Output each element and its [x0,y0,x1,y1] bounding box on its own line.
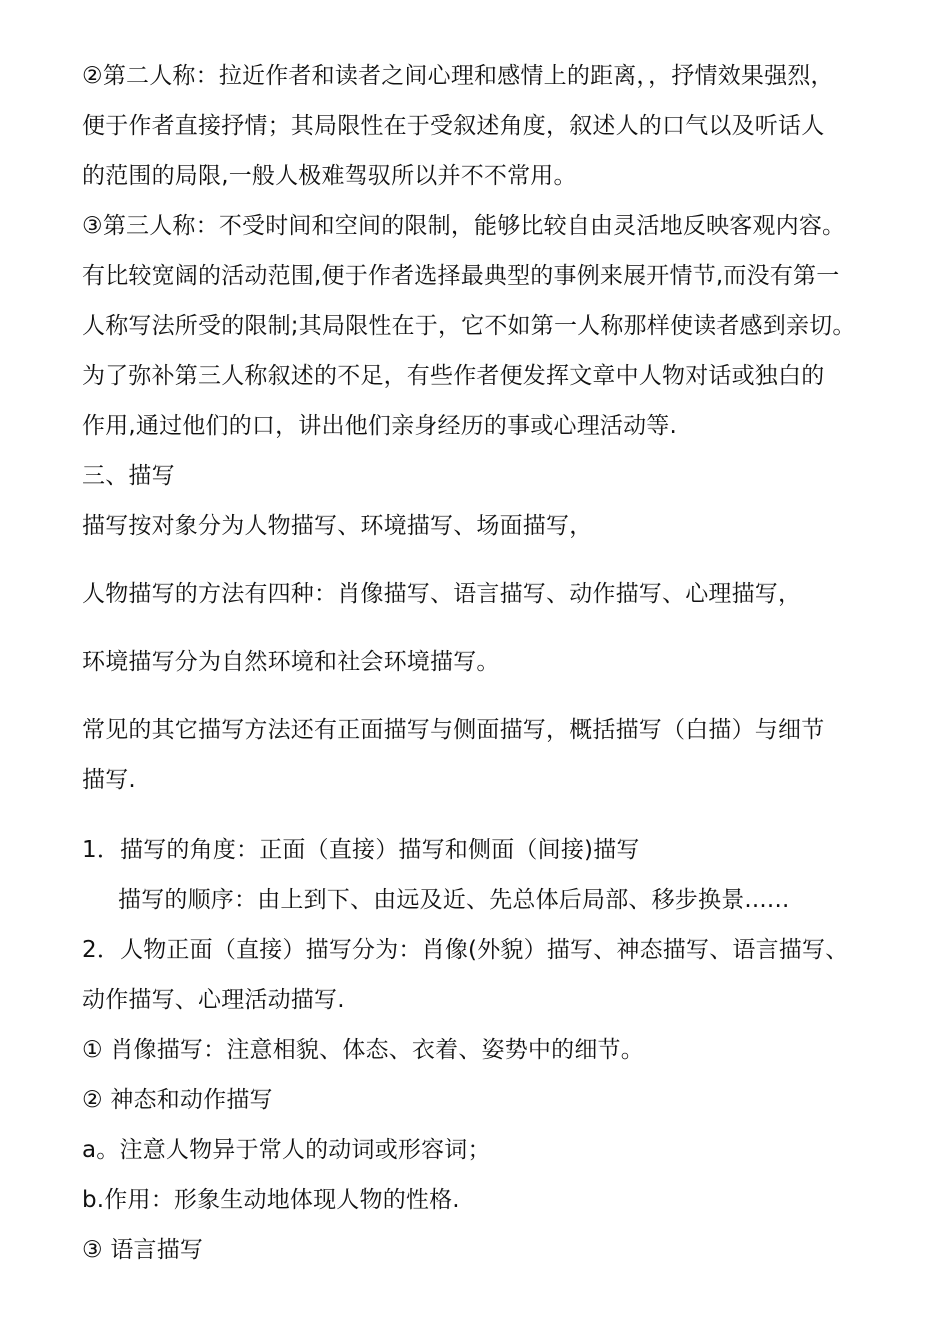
text-line: 作用,通过他们的口，讲出他们亲身经历的事或心理活动等. [82,413,678,439]
text-line: 的范围的局限,一般人极难驾驭所以并不不常用。 [82,163,577,189]
text-line: 人称写法所受的限制;其局限性在于，它不如第一人称那样使读者感到亲切。 [82,313,856,339]
text-line: 人物描写的方法有四种：肖像描写、语言描写、动作描写、心理描写， [82,581,802,607]
list-item: 1．描写的角度：正面（直接）描写和侧面（间接)描写 [82,837,640,863]
text-line: 环境描写分为自然环境和社会环境描写。 [82,649,500,675]
text-line: 有比较宽阔的活动范围,便于作者选择最典型的事例来展开情节,而没有第一 [82,263,840,289]
section-heading: 三、描写 [82,463,175,489]
list-item: 2．人物正面（直接）描写分为：肖像(外貌）描写、神态描写、语言描写、 [82,937,849,963]
text-line: 常见的其它描写方法还有正面描写与侧面描写，概括描写（白描）与细节 [82,717,825,743]
sub-item: ③ 语言描写 [82,1237,204,1263]
text-line: ②第二人称：拉近作者和读者之间心理和感情上的距离，，抒情效果强烈， [82,63,834,89]
text-line: ③第三人称：不受时间和空间的限制，能够比较自由灵活地反映客观内容。 [82,213,846,239]
sub-item: ② 神态和动作描写 [82,1087,273,1113]
sub-item: a。注意人物异于常人的动词或形容词； [82,1137,491,1163]
text-line: 动作描写、心理活动描写. [82,987,345,1013]
text-line: 为了弥补第三人称叙述的不足，有些作者便发挥文章中人物对话或独白的 [82,363,825,389]
sub-item: ① 肖像描写：注意相貌、体态、衣着、姿势中的细节。 [82,1037,644,1063]
text-line: 描写. [82,767,136,793]
text-line: 便于作者直接抒情；其局限性在于受叙述角度，叙述人的口气以及听话人 [82,113,825,139]
list-item-detail: 描写的顺序：由上到下、由远及近、先总体后局部、移步换景...... [118,887,790,913]
text-line: 描写按对象分为人物描写、环境描写、场面描写， [82,513,593,539]
sub-item: b.作用：形象生动地体现人物的性格. [82,1187,460,1213]
